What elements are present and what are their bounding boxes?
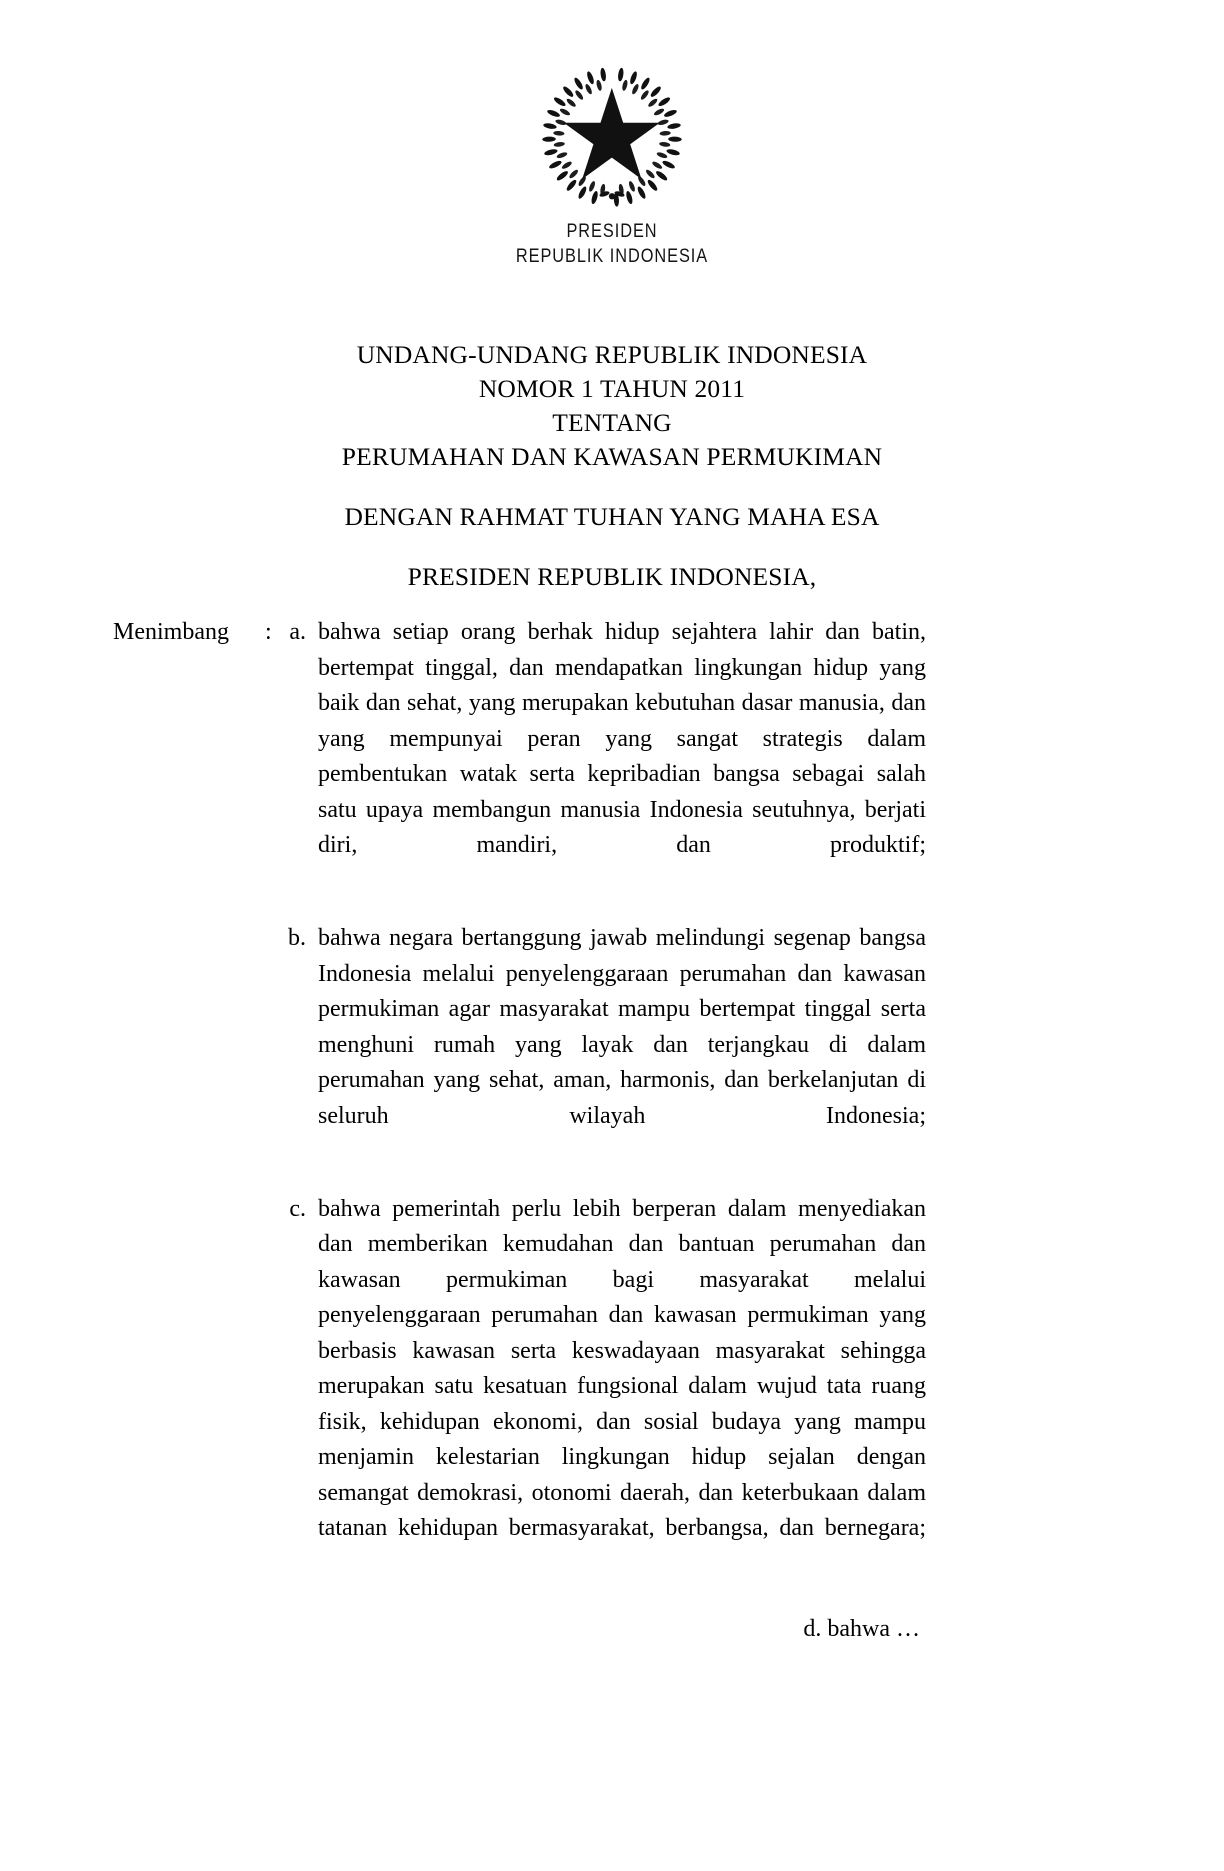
consideration-item-a — [0, 615, 1224, 899]
title-subject: PERUMAHAN DAN KAWASAN PERMUKIMAN — [341, 442, 883, 471]
title-invocation: DENGAN RAHMAT TUHAN YANG MAHA ESA — [344, 502, 880, 531]
emblem-caption-line-2: REPUBLIK INDONESIA — [515, 246, 709, 267]
indonesian-presidential-star-wreath-emblem — [537, 62, 687, 212]
consideration-marker-c: c. — [289, 1195, 306, 1222]
considerations-section — [0, 615, 1224, 1582]
emblem-caption-line-1: PRESIDEN — [566, 221, 658, 242]
document-title-block — [0, 338, 1224, 594]
title-number-year: NOMOR 1 TAHUN 2011 — [478, 374, 746, 403]
considerations-colon: : — [265, 619, 272, 645]
consideration-marker-a: a. — [289, 619, 306, 645]
title-about-label: TENTANG — [552, 408, 672, 437]
page-continuation-marker: d. bahwa … — [803, 1616, 920, 1642]
title-law-type: UNDANG-UNDANG REPUBLIK INDONESIA — [356, 340, 868, 369]
consideration-item-c — [0, 1192, 1224, 1583]
title-issuer: PRESIDEN REPUBLIK INDONESIA, — [407, 562, 817, 591]
considerations-label: Menimbang — [113, 619, 229, 645]
consideration-text-a: bahwa setiap orang berhak hidup sejahtera lahir dan batin, bertempat tinggal, dan mendapatkan lingkungan hidup yang baik dan sehat, yang merupakan kebutuhan dasar manusia, dan yang mempunyai peran yang sangat strategis dalam pembentukan watak serta kepribadian bangsa sebagai salah satu upaya membangun manusia Indonesia seutuhnya, berjati diri, mandiri, dan produktif; — [318, 619, 926, 858]
consideration-item-b — [0, 921, 1224, 1170]
consideration-text-c: bahwa pemerintah perlu lebih berperan dalam menyediakan dan memberikan kemudahan dan bantuan perumahan dan kawasan permukiman bagi masyarakat melalui penyelenggaraan perumahan dan kawasan permukiman yang berbasis kawasan serta keswadayaan masyarakat sehingga merupakan satu kesatuan fungsional dalam wujud tata ruang fisik, kehidupan ekonomi, dan sosial budaya yang mampu menjamin kelestarian lingkungan hidup sejalan dengan semangat demokrasi, otonomi daerah, dan keterbukaan dalam tatanan kehidupan bermasyarakat, berbangsa, dan bernegara; — [318, 1195, 926, 1541]
document-header — [0, 62, 1224, 269]
consideration-text-b: bahwa negara bertanggung jawab melindungi segenap bangsa Indonesia melalui penyelenggaraan perumahan dan kawasan permukiman agar masyarakat mampu bertempat tinggal serta menghuni rumah yang layak dan terjangkau di dalam perumahan yang sehat, aman, harmonis, dan berkelanjutan di seluruh wilayah Indonesia; — [318, 925, 926, 1129]
emblem-caption — [86, 219, 1139, 269]
consideration-marker-b: b. — [288, 925, 306, 951]
